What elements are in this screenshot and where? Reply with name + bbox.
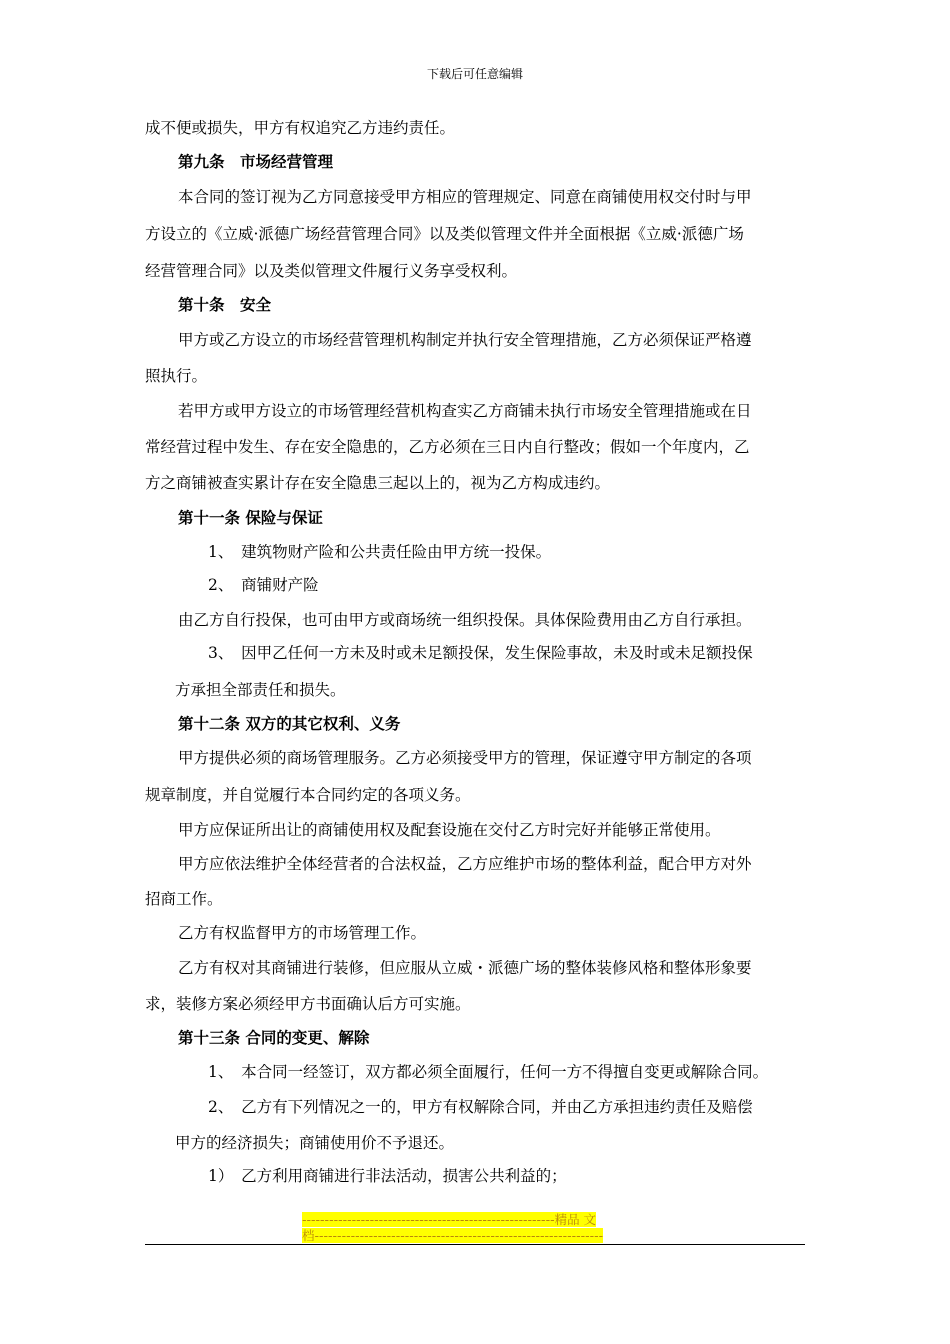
body-line: 方之商铺被查实累计存在安全隐患三起以上的，视为乙方构成违约。 [145, 474, 611, 492]
section-heading-11: 第十一条 保险与保证 [178, 508, 323, 527]
body-line: 本合同的签订视为乙方同意接受甲方相应的管理规定、同意在商铺使用权交付时与甲 [178, 188, 752, 206]
footer-divider [145, 1244, 805, 1245]
body-line: 乙方有权对其商铺进行装修，但应服从立威・派德广场的整体装修风格和整体形象要 [178, 959, 752, 977]
body-line: 方承担全部责任和损失。 [175, 681, 346, 699]
body-line: 由乙方自行投保，也可由甲方或商场统一组织投保。具体保险费用由乙方自行承担。 [178, 611, 752, 629]
list-item: 2、 乙方有下列情况之一的，甲方有权解除合同，并由乙方承担违约责任及赔偿 [208, 1098, 753, 1116]
section-heading-12: 第十二条 双方的其它权利、义务 [178, 714, 401, 733]
body-line: 乙方有权监督甲方的市场管理工作。 [178, 924, 427, 942]
list-item: 1、 本合同一经签订，双方都必须全面履行，任何一方不得擅自变更或解除合同。 [208, 1063, 769, 1081]
footer-watermark-line-1 [302, 1212, 648, 1228]
body-line: 甲方应依法维护全体经营者的合法权益，乙方应维护市场的整体利益，配合甲方对外 [178, 855, 752, 873]
body-line: 招商工作。 [145, 890, 223, 908]
footer-watermark-line-2 [302, 1228, 648, 1244]
body-line: 甲方提供必须的商场管理服务。乙方必须接受甲方的管理，保证遵守甲方制定的各项 [178, 749, 752, 767]
body-line: 经营管理合同》以及类似管理文件履行义务享受权利。 [145, 262, 518, 280]
section-heading-10: 第十条 安全 [178, 295, 272, 314]
body-line: 方设立的《立威·派德广场经营管理合同》以及类似管理文件并全面根据《立威·派德广场 [145, 225, 744, 243]
footer-highlight: --------------------------------------------------------精品 文 [302, 1212, 597, 1227]
section-heading-9: 第九条 市场经营管理 [178, 152, 334, 171]
footer-highlight: 档---------------------------------------------------------------- [302, 1228, 604, 1243]
body-line: 照执行。 [145, 367, 208, 385]
body-line: 甲方或乙方设立的市场经营管理机构制定并执行安全管理措施，乙方必须保证严格遵 [178, 331, 752, 349]
page-header: 下载后可任意编辑 [426, 67, 523, 81]
list-item: 1） 乙方利用商铺进行非法活动，损害公共利益的； [208, 1167, 567, 1185]
body-line: 甲方的经济损失；商铺使用价不予退还。 [175, 1134, 455, 1152]
body-line: 求，装修方案必须经甲方书面确认后方可实施。 [145, 995, 471, 1013]
body-line: 甲方应保证所出让的商铺使用权及配套设施在交付乙方时完好并能够正常使用。 [178, 821, 721, 839]
list-item: 2、 商铺财产险 [208, 576, 319, 594]
body-line: 若甲方或甲方设立的市场管理经营机构查实乙方商铺未执行市场安全管理措施或在日 [178, 402, 752, 420]
list-item: 3、 因甲乙任何一方未及时或未足额投保，发生保险事故，未及时或未足额投保 [208, 644, 753, 662]
section-heading-13: 第十三条 合同的变更、解除 [178, 1028, 370, 1047]
body-line: 规章制度，并自觉履行本合同约定的各项义务。 [145, 786, 471, 804]
body-line: 成不便或损失，甲方有权追究乙方违约责任。 [145, 119, 456, 137]
body-line: 常经营过程中发生、存在安全隐患的，乙方必须在三日内自行整改；假如一个年度内，乙 [145, 438, 750, 456]
list-item: 1、 建筑物财产险和公共责任险由甲方统一投保。 [208, 543, 552, 561]
